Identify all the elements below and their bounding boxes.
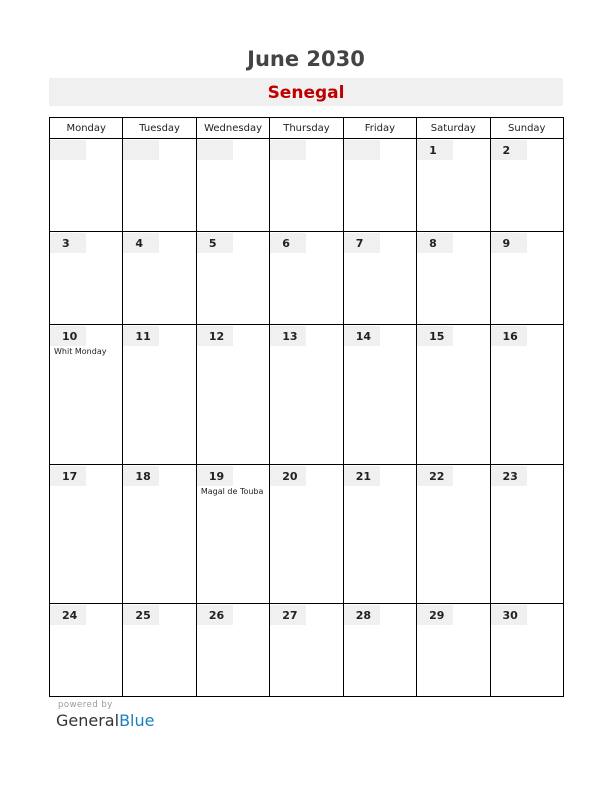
powered-by-text: powered by [58,700,113,710]
day-number: 14 [344,326,380,346]
day-cell [417,232,490,325]
day-cell [417,139,490,232]
day-number: 12 [197,326,233,346]
day-number [50,140,86,160]
day-number: 24 [50,605,86,625]
day-cell [417,325,490,465]
day-cell [50,325,123,465]
day-cell [343,325,416,465]
country-name: Senegal [267,83,345,103]
week-row [50,232,564,325]
day-number: 22 [417,466,453,486]
day-cell [196,232,269,325]
day-number [270,140,306,160]
day-number: 23 [491,466,527,486]
day-cell [343,232,416,325]
day-number: 26 [197,605,233,625]
day-number: 21 [344,466,380,486]
day-number: 10 [50,326,86,346]
day-number: 13 [270,326,306,346]
day-cell [490,604,563,697]
day-number: 20 [270,466,306,486]
day-number: 1 [417,140,453,160]
empty-day-cell [123,139,196,232]
day-cell [270,232,343,325]
weekday-header-row [50,118,564,139]
week-row [50,604,564,697]
day-number: 19 [197,466,233,486]
weekday-header: Wednesday [196,118,269,139]
week-row [50,325,564,465]
weekday-header: Saturday [417,118,490,139]
day-number: 28 [344,605,380,625]
day-number: 2 [491,140,527,160]
day-number: 5 [197,233,233,253]
day-cell [196,325,269,465]
week-row [50,464,564,604]
day-number: 6 [270,233,306,253]
day-cell [490,464,563,604]
day-number [123,140,159,160]
day-number: 30 [491,605,527,625]
brand-footer [56,700,154,730]
logo-general: General [56,711,120,730]
empty-day-cell [50,139,123,232]
weekday-header: Sunday [490,118,563,139]
day-cell [123,464,196,604]
day-cell [417,464,490,604]
week-row [50,139,564,232]
weekday-header: Tuesday [123,118,196,139]
country-banner [49,78,563,106]
day-number: 18 [123,466,159,486]
day-number: 4 [123,233,159,253]
day-cell [270,464,343,604]
logo-blue: Blue [119,711,155,730]
day-cell [50,604,123,697]
day-cell [490,139,563,232]
day-cell [50,232,123,325]
page-title: June 2030 [247,47,365,71]
day-number: 9 [491,233,527,253]
day-number: 11 [123,326,159,346]
day-cell [343,464,416,604]
holiday-label: Magal de Touba [200,486,264,496]
day-cell [196,604,269,697]
day-cell [490,325,563,465]
day-cell [123,325,196,465]
generalblue-logo[interactable] [56,711,154,730]
day-number: 7 [344,233,380,253]
day-number: 16 [491,326,527,346]
day-number: 27 [270,605,306,625]
day-cell [270,325,343,465]
weekday-header: Thursday [270,118,343,139]
day-number: 8 [417,233,453,253]
day-number [344,140,380,160]
day-number: 15 [417,326,453,346]
day-cell [343,604,416,697]
weekday-header: Monday [50,118,123,139]
day-number: 25 [123,605,159,625]
day-cell [417,604,490,697]
day-number: 3 [50,233,86,253]
weekday-header: Friday [343,118,416,139]
holiday-label: Whit Monday [54,347,107,356]
empty-day-cell [196,139,269,232]
day-cell [50,464,123,604]
empty-day-cell [343,139,416,232]
day-cell [490,232,563,325]
day-cell [270,604,343,697]
day-number: 29 [417,605,453,625]
calendar-grid [49,117,564,697]
empty-day-cell [270,139,343,232]
day-cell [123,232,196,325]
day-number [197,140,233,160]
day-number: 17 [50,466,86,486]
day-cell [123,604,196,697]
day-cell [196,464,269,604]
